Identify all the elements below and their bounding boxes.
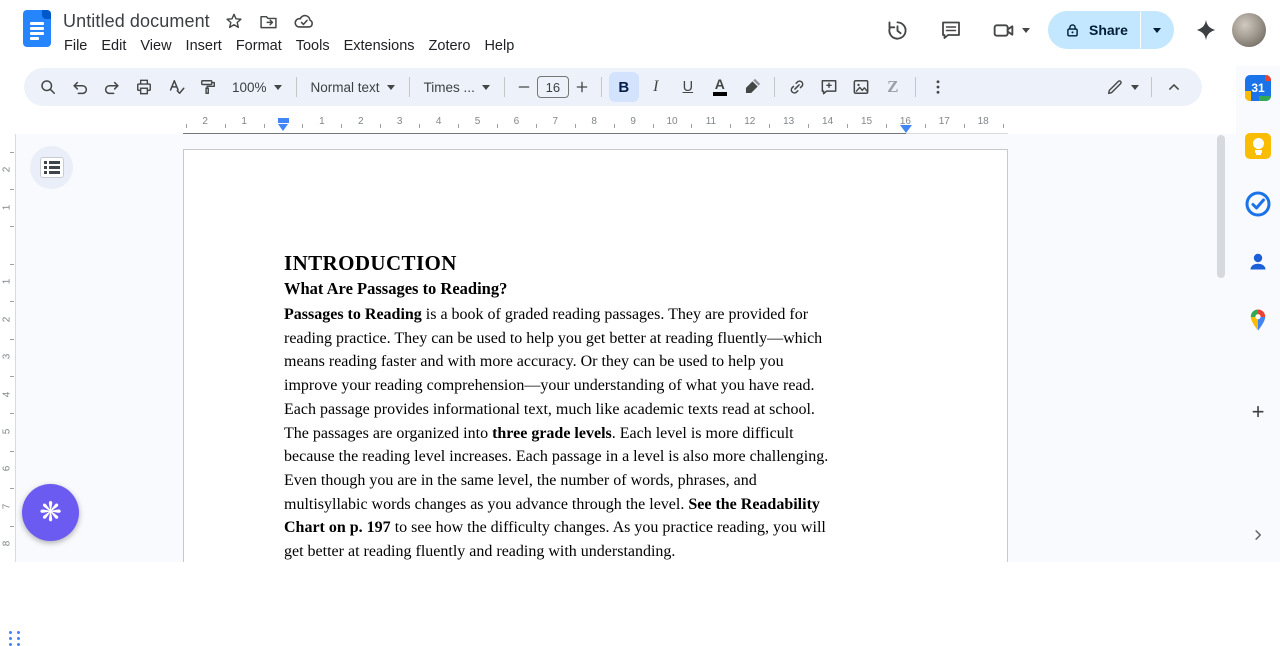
version-history-icon[interactable] xyxy=(883,16,911,44)
italic-button[interactable]: I xyxy=(653,78,659,95)
menu-edit[interactable]: Edit xyxy=(101,38,127,54)
text-line[interactable]: improve your reading comprehension—your understanding of what you have read. xyxy=(284,377,815,395)
ruler-number: 1 xyxy=(241,116,247,127)
insert-image-icon[interactable] xyxy=(846,72,876,102)
ruler-tick xyxy=(302,124,303,128)
menu-tools[interactable]: Tools xyxy=(295,38,330,54)
menu-view[interactable]: View xyxy=(140,38,172,54)
pencil-icon xyxy=(1105,78,1124,97)
toolbar-divider xyxy=(409,77,410,97)
text-line[interactable]: Chart on p. 197 to see how the difficulty changes. As you practice reading, you will xyxy=(284,519,826,537)
ruler-tick xyxy=(925,124,926,128)
ruler-tick xyxy=(10,264,14,265)
ruler-tick xyxy=(225,124,226,128)
share-label: Share xyxy=(1089,22,1128,38)
videocam-icon xyxy=(991,18,1016,43)
document-canvas xyxy=(16,134,1236,562)
calendar-accent xyxy=(1259,96,1271,101)
increase-font-size-button[interactable] xyxy=(570,72,594,102)
account-avatar[interactable] xyxy=(1232,13,1266,47)
text-line[interactable]: Even though you are in the same level, the number of words, phrases, and xyxy=(284,471,757,489)
menu-bar xyxy=(57,36,521,56)
ruler-tick xyxy=(691,124,692,128)
chevron-down-icon xyxy=(482,85,490,90)
ruler-number: 1 xyxy=(319,116,325,127)
ruler-number: 9 xyxy=(630,116,636,127)
toolbar-divider xyxy=(774,77,775,97)
ruler-number: 3 xyxy=(396,116,403,127)
gemini-burst-icon: ❋ xyxy=(39,497,62,527)
menu-zotero[interactable]: Zotero xyxy=(428,38,471,54)
ruler-tick xyxy=(458,124,459,128)
text-line[interactable]: The passages are organized into three grade levels. Each level is more difficult xyxy=(284,424,794,442)
ruler-number: 2 xyxy=(1,316,13,323)
cloud-saved-icon[interactable] xyxy=(293,10,315,32)
text-line[interactable]: multisyllabic words changes as you advance through the level. See the Readability xyxy=(284,495,820,513)
header xyxy=(0,0,1280,66)
ruler-tick xyxy=(186,124,187,128)
ruler-tick xyxy=(264,124,265,128)
more-options-icon[interactable] xyxy=(923,72,953,102)
ruler-tick xyxy=(847,124,848,128)
ruler-number: 4 xyxy=(435,116,442,127)
ruler-number: 6 xyxy=(513,116,520,127)
ruler-tick xyxy=(653,124,654,128)
left-indent-marker[interactable] xyxy=(278,118,289,131)
text-color-button[interactable] xyxy=(705,72,735,102)
font-size-field[interactable]: 16 xyxy=(537,76,569,98)
highlight-color-button[interactable] xyxy=(737,72,767,102)
text-line[interactable]: reading practice. They can be used to help you get better at reading fluently—which xyxy=(284,329,823,347)
ruler-number: 8 xyxy=(591,116,597,127)
keep-bulb xyxy=(1253,138,1264,149)
undo-icon[interactable] xyxy=(65,72,95,102)
ruler-tick xyxy=(10,226,14,227)
menu-help[interactable]: Help xyxy=(484,38,515,54)
docs-logo-fold xyxy=(42,10,51,19)
get-addons-button[interactable]: + xyxy=(1251,399,1265,424)
ruler-number: 2 xyxy=(358,116,364,127)
hide-menus-icon[interactable] xyxy=(1159,72,1189,102)
ruler-tick xyxy=(419,124,420,128)
toolbar-divider xyxy=(1151,77,1152,97)
calendar-accent xyxy=(1265,75,1271,81)
print-icon[interactable] xyxy=(129,72,159,102)
ruler-tick xyxy=(575,124,576,128)
ruler-tick xyxy=(10,376,14,377)
text-line[interactable]: means reading faster and with more accuracy. Or they can be used to help you xyxy=(284,353,784,371)
ruler-number: 6 xyxy=(1,466,13,472)
share-button[interactable] xyxy=(1048,11,1174,49)
ruler-tick xyxy=(10,413,14,414)
ruler-tick xyxy=(380,124,381,128)
ruler-tick xyxy=(1003,124,1004,128)
paint-format-icon[interactable] xyxy=(193,72,223,102)
menu-extensions[interactable]: Extensions xyxy=(343,38,415,54)
calendar-icon[interactable] xyxy=(1245,75,1271,101)
bold-button[interactable]: B xyxy=(609,72,639,102)
editing-mode-control[interactable] xyxy=(1099,78,1145,97)
paragraph xyxy=(284,303,924,564)
calendar-accent xyxy=(1245,91,1251,101)
decrease-font-size-button[interactable] xyxy=(512,72,536,102)
menu-file[interactable]: File xyxy=(64,38,88,54)
ruler-number: 12 xyxy=(744,116,756,127)
keep-icon[interactable] xyxy=(1245,133,1271,159)
ruler-tick xyxy=(497,124,498,128)
chevron-down-icon xyxy=(274,85,282,90)
chevron-down-icon xyxy=(1131,85,1139,90)
chevron-down-icon xyxy=(387,85,395,90)
document-subheading: What Are Passages to Reading? xyxy=(284,279,508,298)
docs-logo-icon[interactable] xyxy=(23,10,51,47)
style-value: Normal text xyxy=(310,79,380,95)
ruler-number: 5 xyxy=(474,116,481,127)
side-panel xyxy=(1236,66,1280,562)
keep-bulb-base xyxy=(1256,153,1261,155)
ruler-number: 4 xyxy=(1,391,13,397)
ruler-marker-dots xyxy=(9,631,21,646)
font-family-control[interactable] xyxy=(416,72,498,102)
ruler-number: 2 xyxy=(202,116,208,127)
maps-icon[interactable] xyxy=(1245,307,1271,333)
text-color-glyph: A xyxy=(713,78,727,96)
ruler-number: 18 xyxy=(977,116,989,127)
move-folder-icon[interactable] xyxy=(258,10,280,32)
show-outline-button[interactable] xyxy=(30,146,73,189)
horizontal-ruler[interactable] xyxy=(0,110,1280,134)
ruler-tick xyxy=(10,339,14,340)
chevron-down-icon xyxy=(1022,28,1030,33)
ruler-tick xyxy=(341,124,342,128)
ruler-number: 5 xyxy=(1,428,13,435)
share-dropdown[interactable] xyxy=(1141,11,1174,49)
toolbar-divider xyxy=(915,77,916,97)
lock-icon xyxy=(1064,22,1081,39)
vertical-ruler[interactable] xyxy=(0,134,16,562)
star-icon[interactable] xyxy=(223,10,245,32)
insert-link-icon[interactable] xyxy=(782,72,812,102)
tasks-icon[interactable] xyxy=(1245,191,1271,217)
ruler-number: 10 xyxy=(666,116,678,127)
docs-logo-line xyxy=(30,22,44,25)
document-heading: INTRODUCTION xyxy=(284,251,457,275)
text-line[interactable]: get better at reading fluently and reading with understanding. xyxy=(284,543,676,561)
ruler-tick xyxy=(10,152,14,153)
ruler-tick xyxy=(10,189,14,190)
ruler-number: 14 xyxy=(822,116,834,127)
ruler-tick xyxy=(730,124,731,128)
ruler-number: 2 xyxy=(1,166,13,173)
docs-logo-line xyxy=(30,27,44,30)
zotero-icon[interactable]: Z xyxy=(887,77,899,96)
gemini-ask-button[interactable] xyxy=(22,484,79,541)
ruler-tick xyxy=(808,124,809,128)
add-comment-icon[interactable] xyxy=(814,72,844,102)
ruler-tick xyxy=(536,124,537,128)
toolbar-divider xyxy=(504,77,505,97)
calendar-day: 31 xyxy=(1251,81,1265,95)
ruler-number: 15 xyxy=(860,116,873,127)
ruler-number: 11 xyxy=(705,116,717,127)
chevron-down-icon xyxy=(1153,28,1161,33)
paragraph-style-control[interactable] xyxy=(303,72,403,102)
ruler-tick xyxy=(886,124,887,128)
outline-icon xyxy=(40,157,64,178)
ruler-number: 13 xyxy=(783,116,795,127)
zoom-control[interactable] xyxy=(224,72,290,102)
ruler-number: 1 xyxy=(1,204,13,210)
document-page[interactable] xyxy=(183,149,1008,562)
ruler-number: 16 xyxy=(899,116,911,127)
ruler-tick xyxy=(10,488,14,489)
ruler-number: 8 xyxy=(1,540,13,547)
underline-button[interactable]: U xyxy=(682,79,694,95)
meet-call-control[interactable] xyxy=(991,18,1030,43)
ruler-tick xyxy=(10,301,14,302)
docs-logo-line xyxy=(30,37,39,40)
search-menus-icon[interactable] xyxy=(33,72,63,102)
title-row xyxy=(63,10,315,32)
vertical-scrollbar[interactable] xyxy=(1217,135,1225,278)
docs-logo-line xyxy=(30,32,44,35)
menu-insert[interactable]: Insert xyxy=(185,38,222,54)
ruler-number: 1 xyxy=(1,279,13,285)
ruler-tick xyxy=(964,124,965,128)
ruler-tick xyxy=(10,451,14,452)
ruler-tick xyxy=(10,526,14,527)
text-line[interactable]: Each passage provides informational text, much like academic texts read at school. xyxy=(284,400,815,418)
menu-format[interactable]: Format xyxy=(235,38,282,54)
ruler-tick xyxy=(614,124,615,128)
ruler-tick xyxy=(769,124,770,128)
ruler-number: 3 xyxy=(1,353,13,360)
text-line[interactable]: Passages to Reading is a book of graded reading passages. They are provided for xyxy=(284,306,809,323)
header-actions xyxy=(883,10,1266,50)
gemini-sparkle-icon[interactable] xyxy=(1192,16,1220,44)
ruler-number: 7 xyxy=(1,503,13,510)
toolbar xyxy=(24,68,1202,106)
redo-icon[interactable] xyxy=(97,72,127,102)
ruler-number: 17 xyxy=(938,116,950,127)
toolbar-divider xyxy=(601,77,602,97)
comments-icon[interactable] xyxy=(937,16,965,44)
ruler-number: 7 xyxy=(552,116,559,127)
document-title[interactable]: Untitled document xyxy=(63,10,210,31)
font-value: Times ... xyxy=(423,79,475,95)
toolbar-divider xyxy=(296,77,297,97)
hide-side-panel-button[interactable] xyxy=(1245,522,1271,548)
spell-check-icon[interactable] xyxy=(161,72,191,102)
zoom-value: 100% xyxy=(232,79,267,95)
share-main[interactable] xyxy=(1048,11,1140,49)
text-line[interactable]: because the reading level increases. Each passage in a level is also more challenging. xyxy=(284,448,829,466)
contacts-icon[interactable] xyxy=(1245,249,1271,275)
